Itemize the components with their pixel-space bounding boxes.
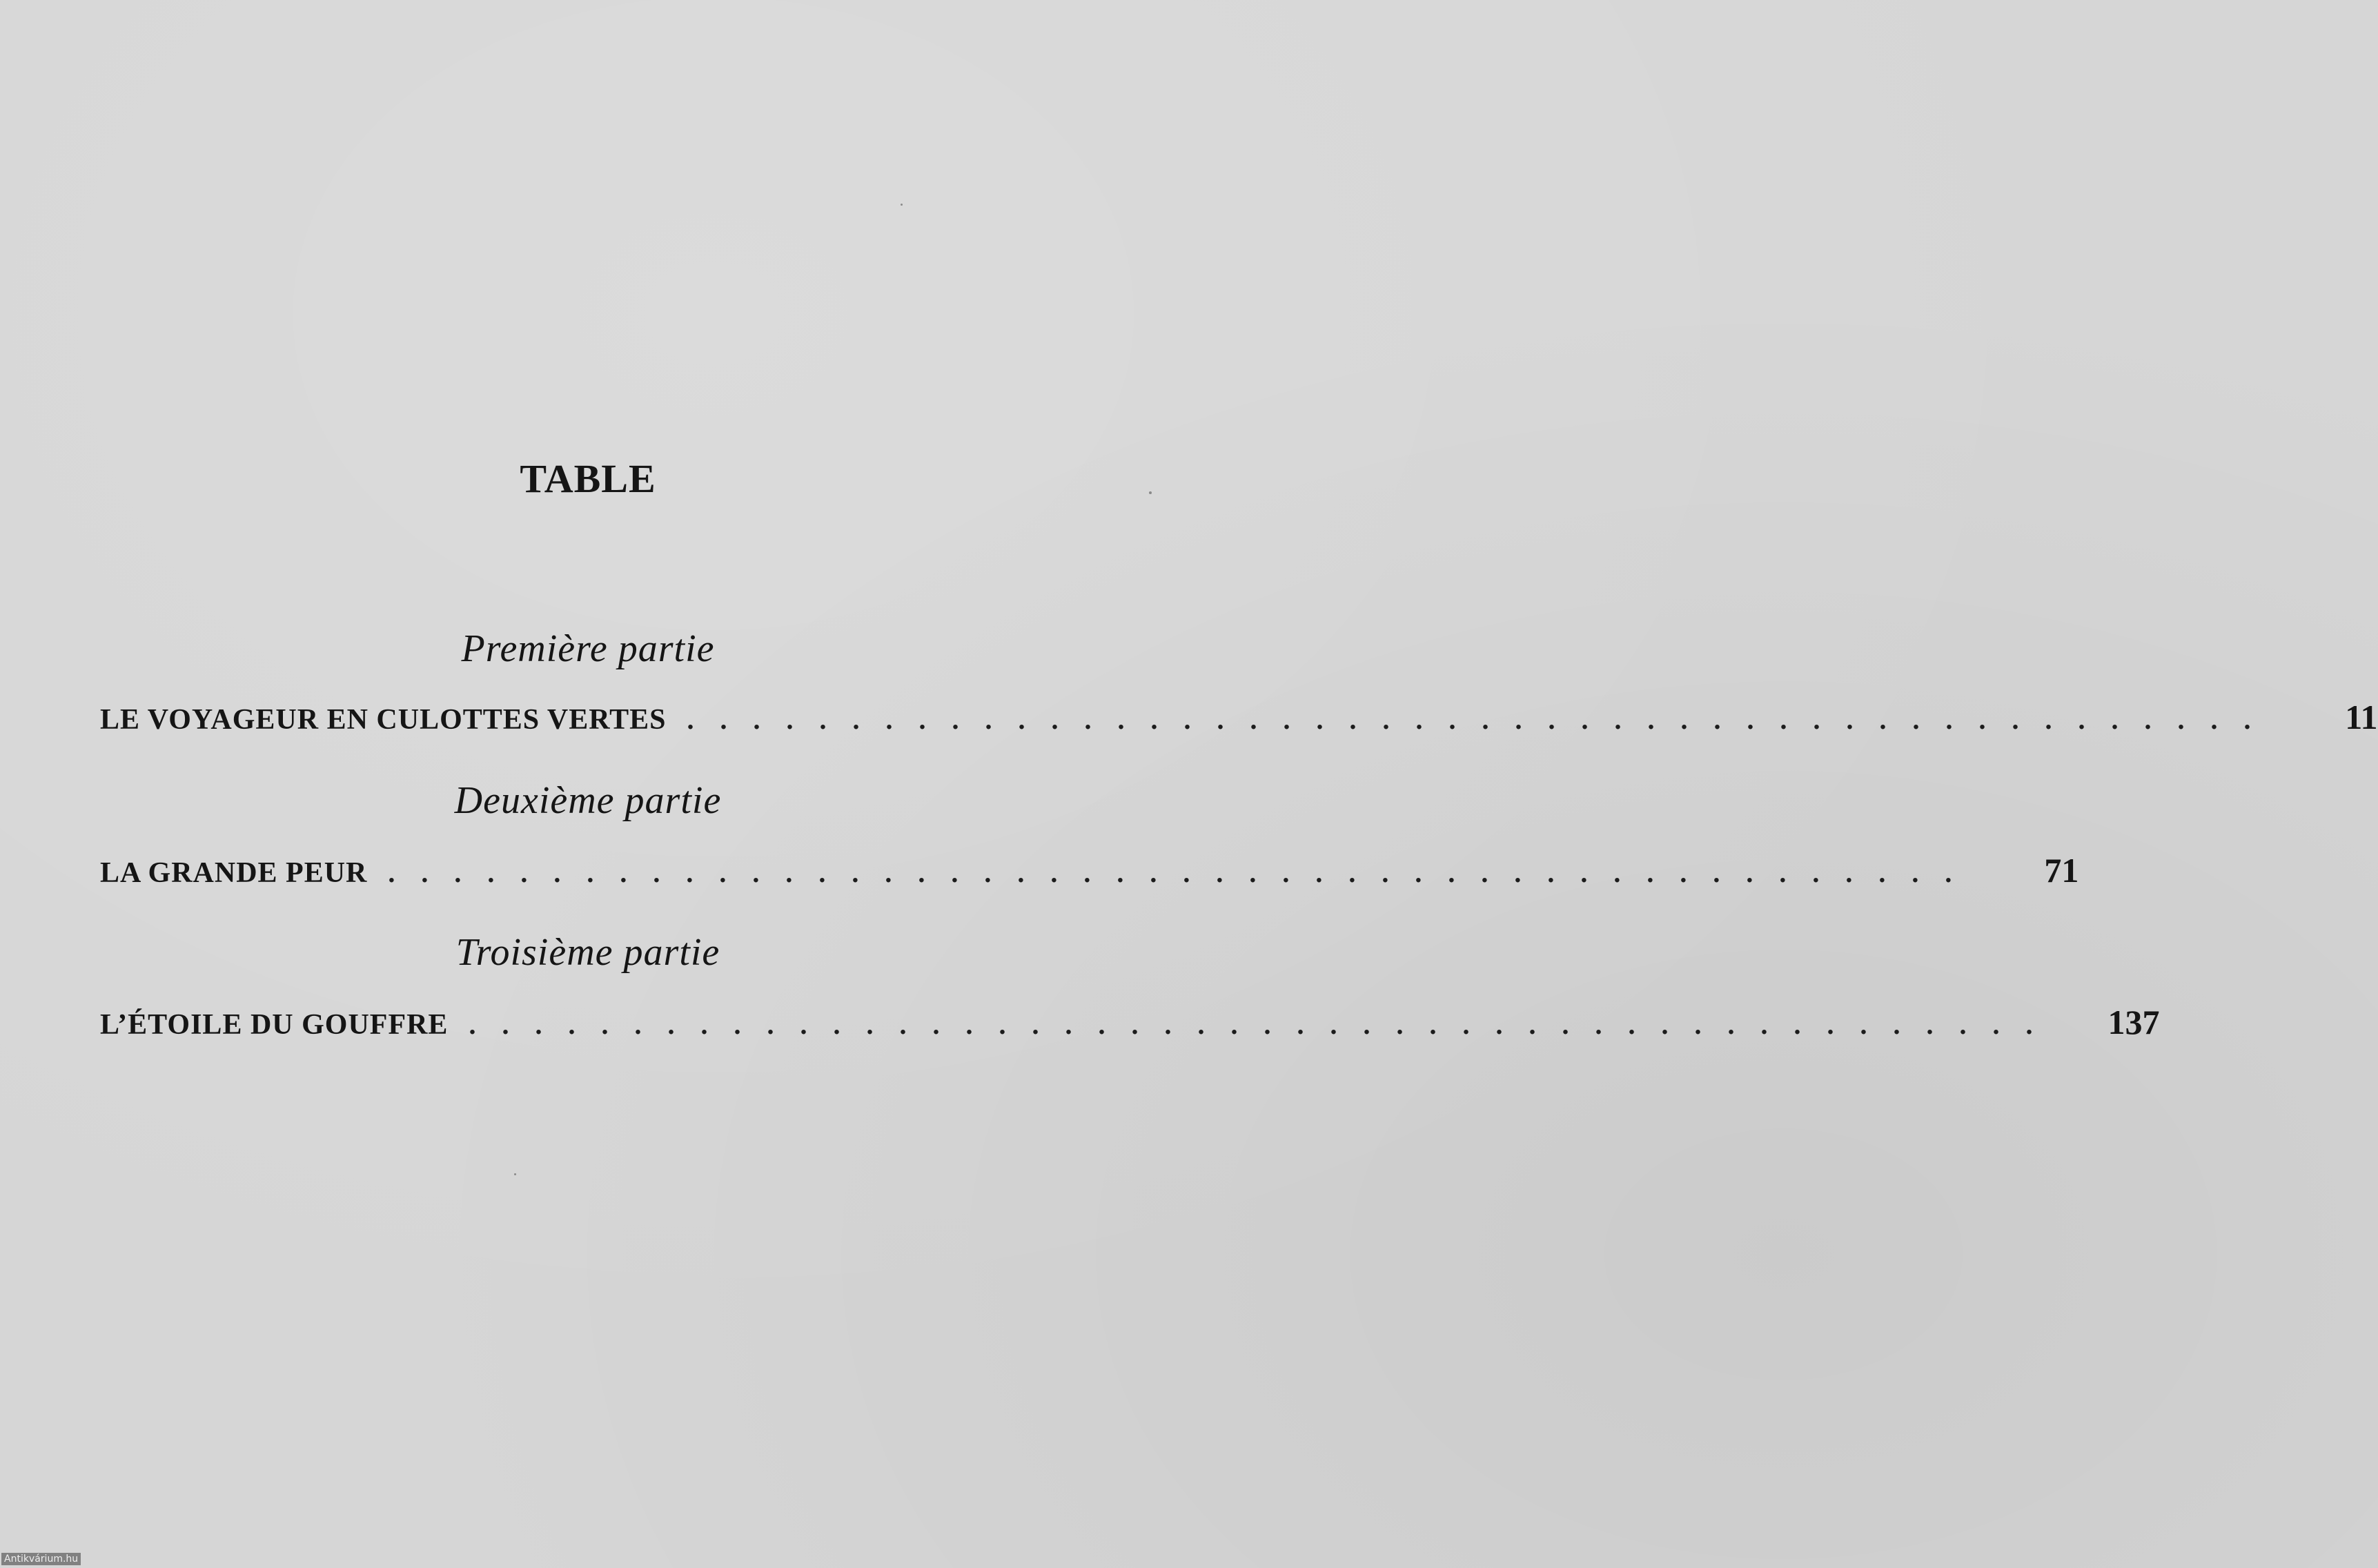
dot-leader: . . . . . . . . . . . . . . . . . . . . . . . . . . . . . . . . . . . . . . . . . . . . . . . . xyxy=(469,1009,2043,1040)
toc-entry-title: LA GRANDE PEUR xyxy=(100,857,368,889)
toc-page-number: 137 xyxy=(2107,1003,2160,1041)
dot-leader: . . . . . . . . . . . . . . . . . . . . . . . . . . . . . . . . . . . . . . . . . . . . . . . . xyxy=(687,704,2261,735)
part-heading-3: Troisième partie xyxy=(455,931,720,974)
toc-entry-1 xyxy=(100,697,2378,745)
toc-page-number: 11 xyxy=(2345,698,2378,736)
toc-entry-2 xyxy=(100,850,2079,899)
toc-entry-3 xyxy=(100,1002,2160,1050)
paper-speck xyxy=(1149,491,1152,494)
page-title: TABLE xyxy=(520,456,656,501)
watermark: Antikvárium.hu xyxy=(1,1553,81,1565)
part-heading-1: Première partie xyxy=(461,627,715,670)
paper-speck xyxy=(514,1173,516,1175)
paper-speck xyxy=(901,204,903,206)
dot-leader: . . . . . . . . . . . . . . . . . . . . . . . . . . . . . . . . . . . . . . . . . . . . . . . . xyxy=(388,857,1962,888)
part-heading-2: Deuxième partie xyxy=(454,779,722,822)
toc-entry-title: LE VOYAGEUR EN CULOTTES VERTES xyxy=(100,704,667,736)
toc-entry-title: L’ÉTOILE DU GOUFFRE xyxy=(100,1009,449,1041)
toc-page-number: 71 xyxy=(2044,851,2079,890)
